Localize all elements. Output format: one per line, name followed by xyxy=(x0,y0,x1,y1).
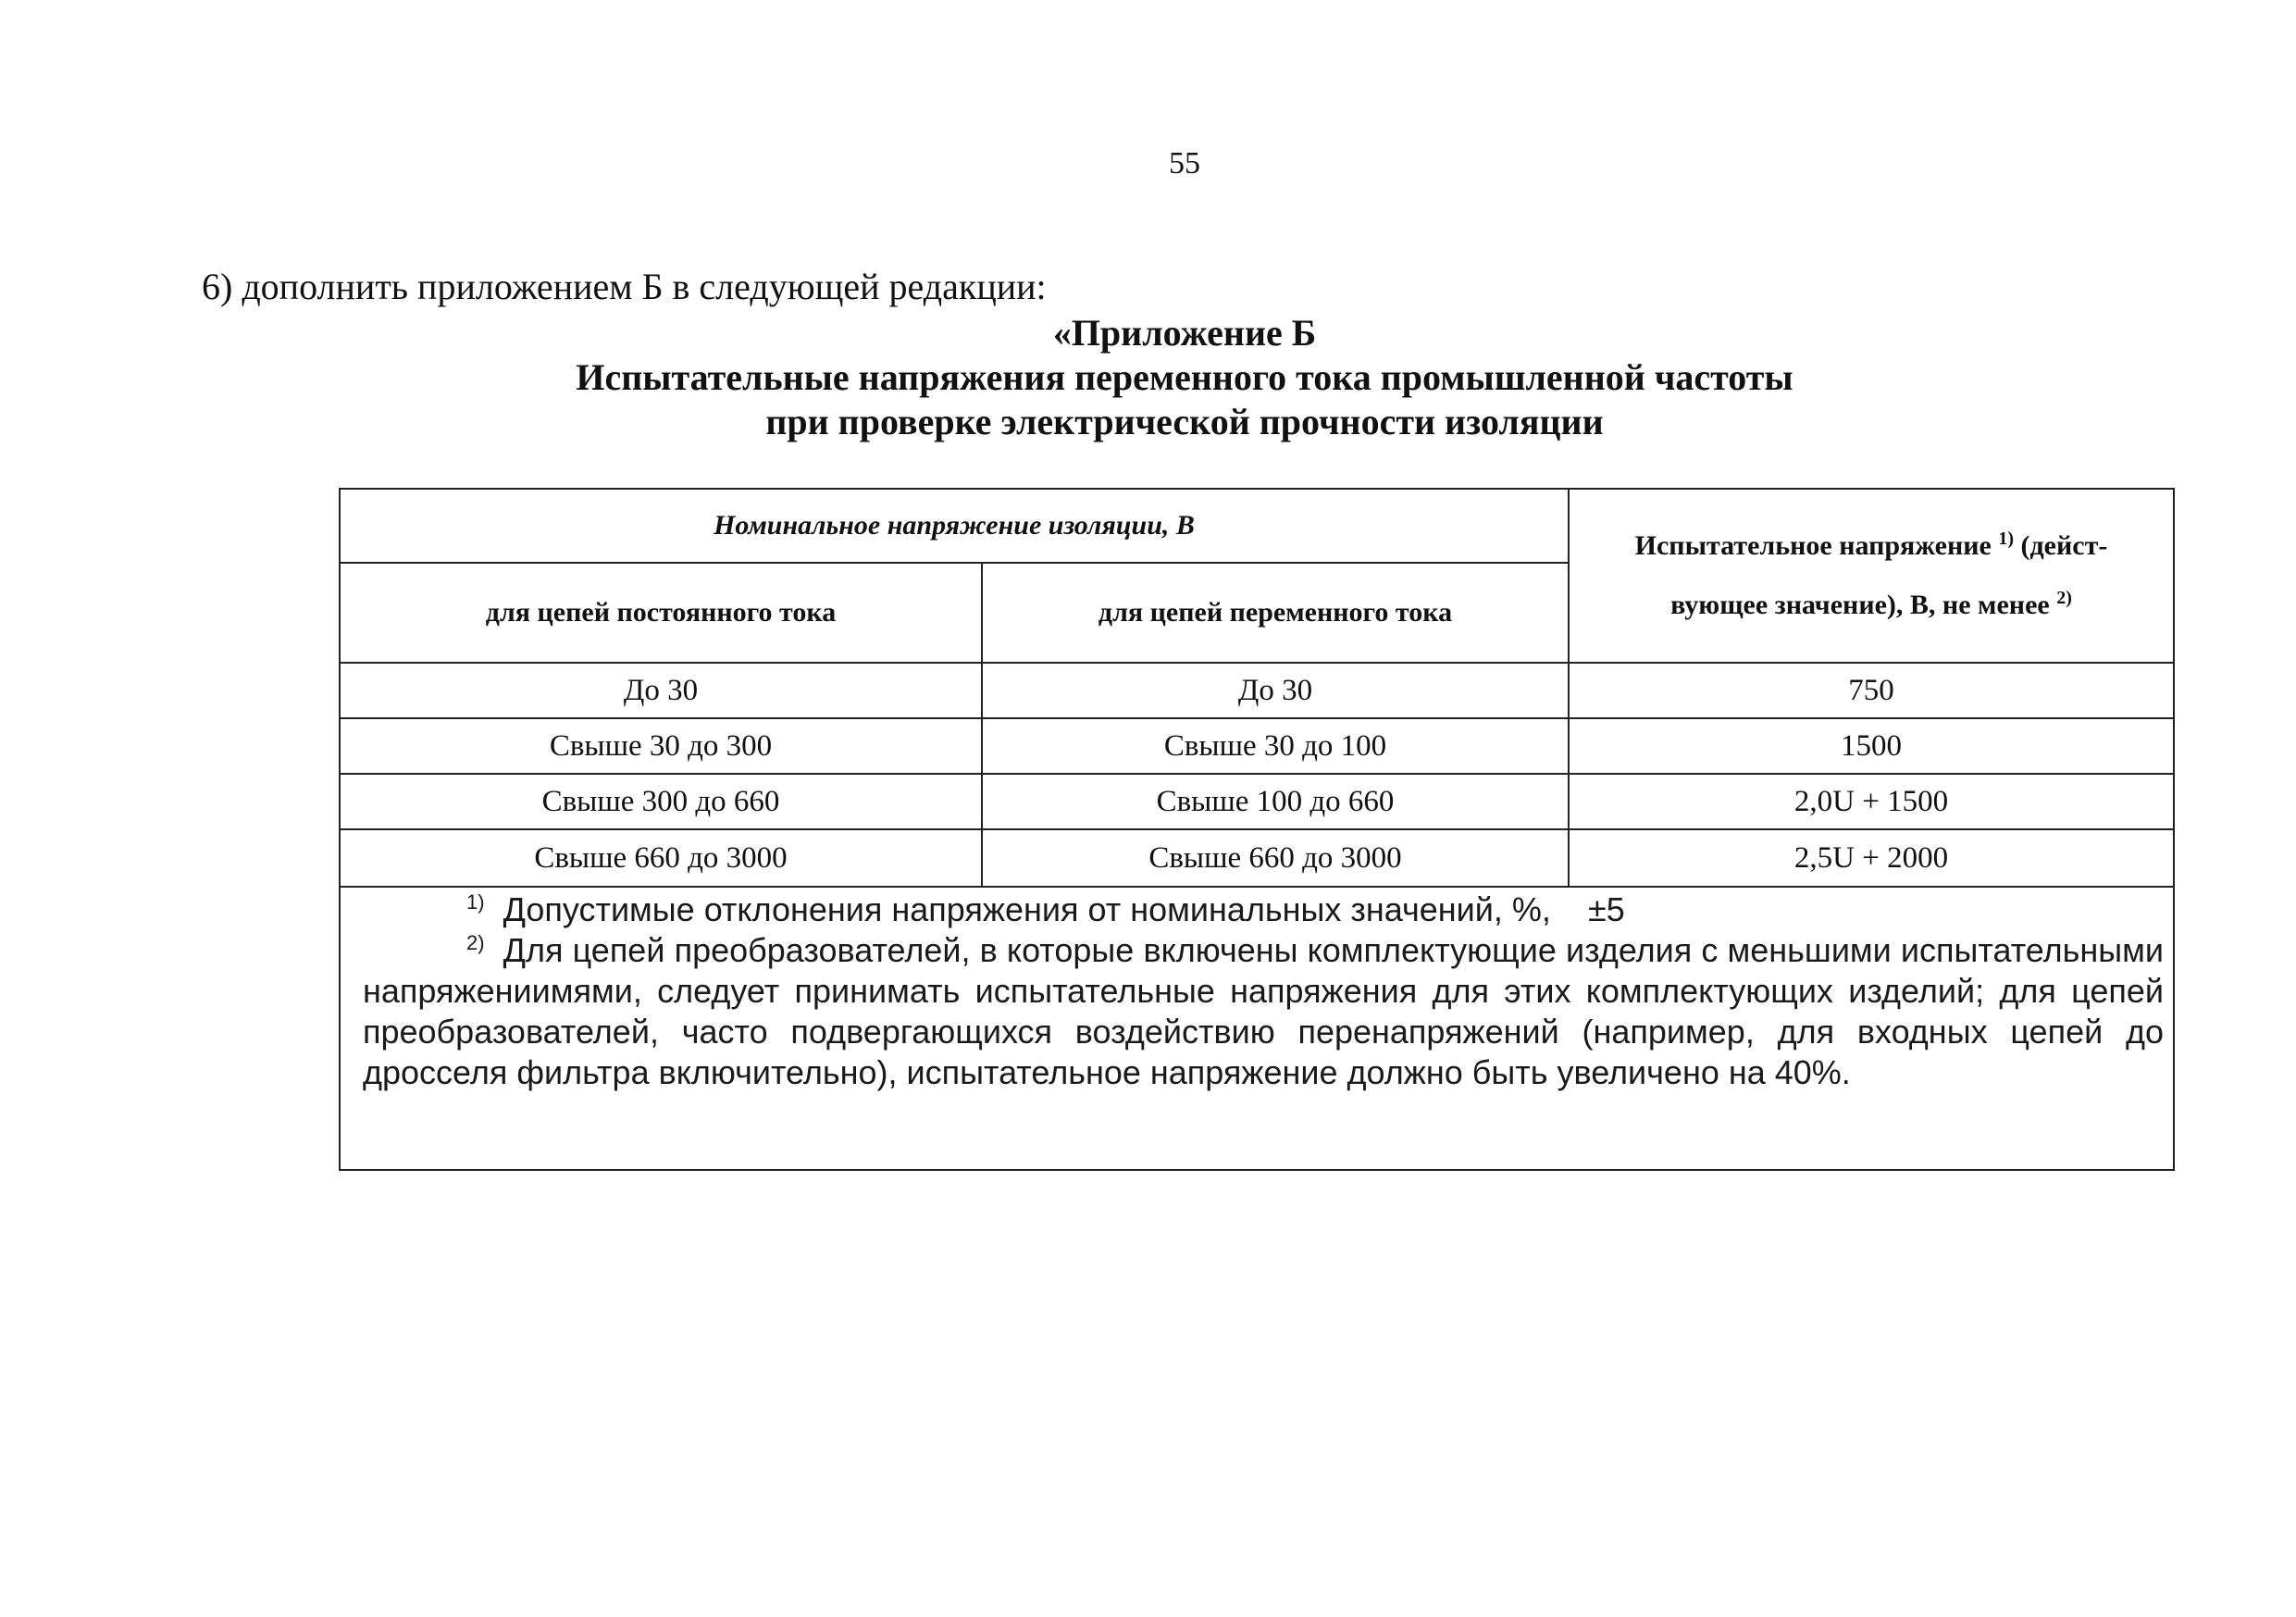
table-cell-test: 2,0U + 1500 xyxy=(1793,784,1949,818)
appendix-title: «Приложение Б xyxy=(1052,312,1317,354)
table-cell-ac: Свыше 30 до 100 xyxy=(1163,728,1387,763)
footnote-1-value: ±5 xyxy=(1587,890,1625,928)
table-cell-ac: Свыше 660 до 3000 xyxy=(1148,840,1402,875)
table-cell-test: 750 xyxy=(1848,673,1894,707)
footnote-ref-2: 2) xyxy=(2056,588,2072,608)
table-rule xyxy=(341,886,2173,888)
footnote-2-text: Для цепей преобразователей, в которые включены комплектующие изделия с меньшими испытательными напряжениимями, следует принимать испытательные напряжения для этих комплектующих изделий; для цепей преобразователей, часто подвергающихся воздействию перенапряжений (например, для входных цепей до дросселя фильтра включительно), испытательное напряжение должно быть увеличено на 40%. xyxy=(363,931,2164,1091)
intro-paragraph: 6) дополнить приложением Б в следующей редакции: xyxy=(202,266,1047,307)
footnote-1 xyxy=(363,889,2164,930)
footnote-1-mark: 1) xyxy=(466,890,485,914)
header-dc-circuits: для цепей постоянного тока xyxy=(485,597,837,628)
table-cell-ac: Свыше 100 до 660 xyxy=(1156,784,1395,818)
appendix-heading-line-2: при проверке электрической прочности изоляции xyxy=(765,401,1604,442)
test-voltage-table xyxy=(339,488,2175,1171)
page-number: 55 xyxy=(1169,146,1200,180)
header-test-text-1b: (дейст- xyxy=(2020,530,2108,561)
header-test-text-1: Испытательное напряжение xyxy=(1634,530,1992,561)
footnote-1-text: Допустимые отклонения напряжения от номинальных значений, %, xyxy=(503,890,1551,928)
table-cell-test: 2,5U + 2000 xyxy=(1793,840,1949,875)
header-ac-circuits: для цепей переменного тока xyxy=(1098,597,1453,628)
footnote-ref-1: 1) xyxy=(1998,529,2015,549)
table-cell-dc: Свыше 660 до 3000 xyxy=(534,840,788,875)
appendix-heading xyxy=(0,355,2296,444)
header-nominal-voltage: Номинальное напряжение изоляции, В xyxy=(714,510,1195,541)
header-test-voltage xyxy=(1570,490,2173,662)
footnote-2 xyxy=(363,930,2164,1093)
table-footnotes xyxy=(363,889,2164,1093)
header-test-text-2: вующее значение), В, не менее xyxy=(1670,590,2050,620)
table-cell-dc: До 30 xyxy=(623,673,699,707)
footnote-2-mark: 2) xyxy=(466,931,485,954)
appendix-heading-line-1: Испытательные напряжения переменного тока промышленной частоты xyxy=(576,356,1793,398)
table-cell-dc: Свыше 30 до 300 xyxy=(549,728,773,763)
table-cell-dc: Свыше 300 до 660 xyxy=(541,784,780,818)
table-cell-test: 1500 xyxy=(1841,728,1902,763)
table-cell-ac: До 30 xyxy=(1237,673,1313,707)
